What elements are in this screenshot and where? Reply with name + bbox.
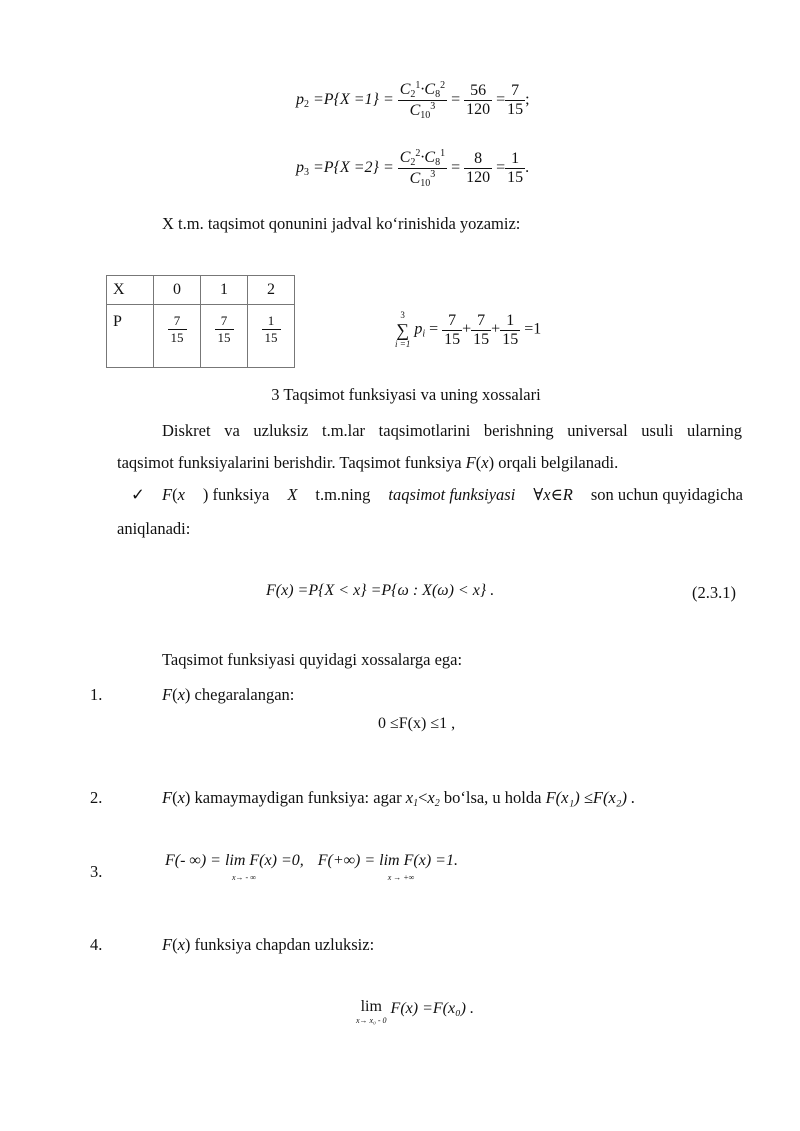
symbol-x: x	[427, 788, 435, 807]
p2-c-a: C	[399, 81, 411, 98]
table-cell: 0	[154, 276, 201, 305]
less-than: <	[418, 788, 428, 807]
prob-den: 15	[168, 329, 187, 346]
table-cell: 2	[248, 276, 295, 305]
table-row	[107, 305, 295, 368]
p2-end: ;	[525, 91, 530, 109]
p3-c-a-sup: 2	[415, 148, 421, 159]
para-text: taqsimot funksiyalarini berishdir. Taqsimot funksiya	[117, 453, 466, 472]
forall-symbol: ∀	[533, 485, 544, 504]
p3-fraction-1	[464, 150, 492, 187]
formula-p2	[296, 80, 530, 132]
def-text: ) funksiya	[202, 485, 270, 504]
property-text: bo‘lsa, u holda	[439, 788, 546, 807]
sigma-symbol: ∑	[396, 320, 410, 340]
paragraph-line: taqsimot funksiyalarini berishdir. Taqsimot funksiya F(x) orqali belgilanadi.	[117, 453, 619, 472]
property-2-number: 2.	[90, 788, 103, 807]
p3-lhs-sub: 3	[304, 167, 309, 179]
p2-c-den-sup: 3	[430, 101, 436, 112]
p2-eq1: =	[451, 91, 461, 109]
sum-frac-c	[500, 312, 520, 349]
p3-c-b-sub: 8	[435, 157, 441, 168]
p2-fraction-2	[505, 82, 525, 119]
properties-intro: Taqsimot funksiyasi quyidagi xossalarga ega:	[162, 650, 463, 669]
p3-c-den: C	[409, 170, 421, 187]
p3-c-a-sub: 2	[410, 157, 416, 168]
p3-fraction-2	[505, 150, 525, 187]
p3-event: =P{X =2} =	[313, 159, 394, 177]
p2-c-a-sup: 1	[415, 80, 421, 91]
property-3-number: 3.	[90, 862, 103, 881]
sum-frac-a	[442, 312, 462, 349]
def-text: son uchun quyidagicha	[590, 485, 743, 504]
sum-c-num: 1	[506, 311, 515, 329]
limit-right-under: x → +∞	[387, 873, 415, 882]
sum-a-num: 7	[448, 311, 457, 329]
sum-top: 3	[400, 310, 405, 320]
property-text: ) chegaralangan:	[184, 685, 295, 704]
table-header-row	[107, 276, 295, 305]
p2-f2-den: 15	[507, 101, 524, 118]
sum-sigma-block	[395, 310, 410, 350]
property-1-text: F(x) chegaralangan:	[162, 685, 295, 704]
main-formula: F(x) =P{X < x} =P{ω : X(ω) < x} .	[266, 582, 495, 599]
p2-c-b-sup: 2	[440, 80, 446, 91]
lim-expr: F(x) =F(x₀) .	[390, 1000, 474, 1017]
left-continuity-formula	[356, 1000, 474, 1028]
p3-c-b: ·C	[420, 149, 436, 166]
sum-formula	[395, 310, 541, 358]
distribution-table	[106, 275, 295, 368]
table-cell: 1	[201, 276, 248, 305]
bound-formula: 0 ≤F(x) ≤1 ,	[378, 715, 456, 732]
definition-text: F(x ) funksiya X t.m.ning taqsimot funksiyasi ∀x∈R son uchun quyidagicha	[162, 485, 743, 504]
subscript: 1	[413, 798, 419, 809]
symbol-F: F	[162, 935, 173, 954]
symbol-x: x	[177, 935, 185, 954]
limit-right	[317, 852, 458, 882]
limits-formula	[165, 852, 458, 882]
property-4-number: 4.	[90, 935, 103, 954]
limit-right-expr: F(+∞) = lim F(x) =1.	[317, 852, 458, 869]
property-text: ) funksiya chapdan uzluksiz:	[184, 935, 375, 954]
table-cell: P	[107, 305, 154, 368]
sum-eq: =	[429, 320, 439, 338]
property-text: ) kamaymaydigan funksiya: agar	[184, 788, 406, 807]
sum-term-sub: i	[422, 328, 426, 340]
monotone-inequality: F(x₁) ≤F(x₂) .	[545, 788, 636, 807]
p3-end: .	[525, 159, 530, 177]
p3-c-b-sup: 1	[440, 148, 446, 159]
symbol-X: X	[287, 485, 298, 504]
sum-bottom: i =1	[395, 339, 411, 349]
p2-combination-fraction	[398, 80, 447, 121]
p2-c-den: C	[409, 102, 421, 119]
p3-combination-fraction	[398, 148, 447, 189]
prob-num: 1	[267, 313, 275, 328]
symbol-F: F	[162, 485, 173, 504]
symbol-F: F	[162, 788, 173, 807]
definition-line	[131, 485, 743, 505]
p3-eq1: =	[451, 159, 461, 177]
p3-f1-num: 8	[474, 150, 483, 167]
property-2-text: F(x) kamaymaydigan funksiya: agar $x_1<x_2$ bo‘lsa, u holda F(x₁) ≤F(x₂) .	[162, 788, 636, 809]
sum-b-num: 7	[477, 311, 486, 329]
sum-c-den: 15	[502, 330, 519, 348]
p2-c-a-sub: 2	[410, 89, 416, 100]
symbol-x: x	[177, 685, 185, 704]
sum-plus: +	[491, 320, 501, 338]
p2-fraction-1	[464, 82, 492, 119]
p3-eq2: =	[496, 159, 506, 177]
formula-p3	[296, 148, 529, 200]
limit-left-expr: F(- ∞) = lim F(x) =0,	[165, 852, 304, 869]
table-cell	[201, 305, 248, 368]
limit-left	[165, 852, 304, 882]
lim-under: x→ x₀ - 0	[356, 1016, 387, 1025]
checkmark-icon: ✓	[131, 485, 145, 504]
intro-line: X t.m. taqsimot qonunini jadval ko‘rinishida yozamiz:	[162, 214, 521, 233]
p2-lhs: p	[296, 91, 304, 109]
p3-lhs: p	[296, 159, 304, 177]
symbol-x: x	[177, 485, 185, 504]
symbol-x-in-R: x∈R	[543, 485, 573, 504]
def-text: t.m.ning	[315, 485, 371, 504]
p2-event: =P{X =1} =	[313, 91, 394, 109]
p2-f1-den: 120	[466, 101, 491, 118]
p3-f1-den: 120	[466, 169, 491, 186]
sum-frac-b	[471, 312, 491, 349]
sum-a-den: 15	[444, 330, 461, 348]
subscript: 2	[434, 798, 440, 809]
p3-f2-num: 1	[511, 150, 520, 167]
table-cell	[248, 305, 295, 368]
lim-block	[356, 1000, 387, 1028]
prob-den: 15	[215, 329, 234, 346]
p2-c-b-sub: 8	[435, 89, 441, 100]
symbol-x: x	[177, 788, 185, 807]
p2-f2-num: 7	[511, 82, 520, 99]
paragraph-line: Diskret va uzluksiz t.m.lar taqsimotlarini berishning universal usuli ularning	[162, 421, 742, 440]
sum-plus: +	[462, 320, 472, 338]
limit-left-under: x→ - ∞	[232, 873, 256, 882]
sum-result: =1	[524, 320, 542, 338]
section-heading: 3 Taqsimot funksiyasi va uning xossalari	[271, 385, 541, 404]
lim-word: lim	[360, 998, 382, 1015]
p3-c-den-sup: 3	[430, 169, 436, 180]
defined-term: taqsimot funksiyasi	[388, 485, 516, 504]
prob-num: 7	[220, 313, 228, 328]
table-cell	[154, 305, 201, 368]
sum-b-den: 15	[473, 330, 490, 348]
sum-term: p	[414, 320, 423, 338]
p3-c-den-sub: 10	[420, 178, 431, 189]
definition-line-2: aniqlanadi:	[117, 519, 191, 538]
p2-c-b: ·C	[420, 81, 436, 98]
p2-eq2: =	[496, 91, 506, 109]
p3-f2-den: 15	[507, 169, 524, 186]
prob-den: 15	[262, 329, 281, 346]
property-1-number: 1.	[90, 685, 103, 704]
symbol-F: F	[465, 453, 476, 472]
p3-c-a: C	[399, 149, 411, 166]
property-4-text: F(x) funksiya chapdan uzluksiz:	[162, 935, 375, 954]
symbol-F: F	[162, 685, 173, 704]
symbol-x: x	[481, 453, 489, 472]
p2-lhs-sub: 2	[304, 99, 309, 111]
formula-number: (2.3.1)	[692, 583, 736, 602]
prob-num: 7	[173, 313, 181, 328]
symbol-x: x	[405, 788, 414, 807]
p2-c-den-sub: 10	[420, 110, 431, 121]
para-text: orqali belgilanadi.	[494, 453, 619, 472]
p2-f1-num: 56	[470, 82, 487, 99]
table-cell: X	[107, 276, 154, 305]
